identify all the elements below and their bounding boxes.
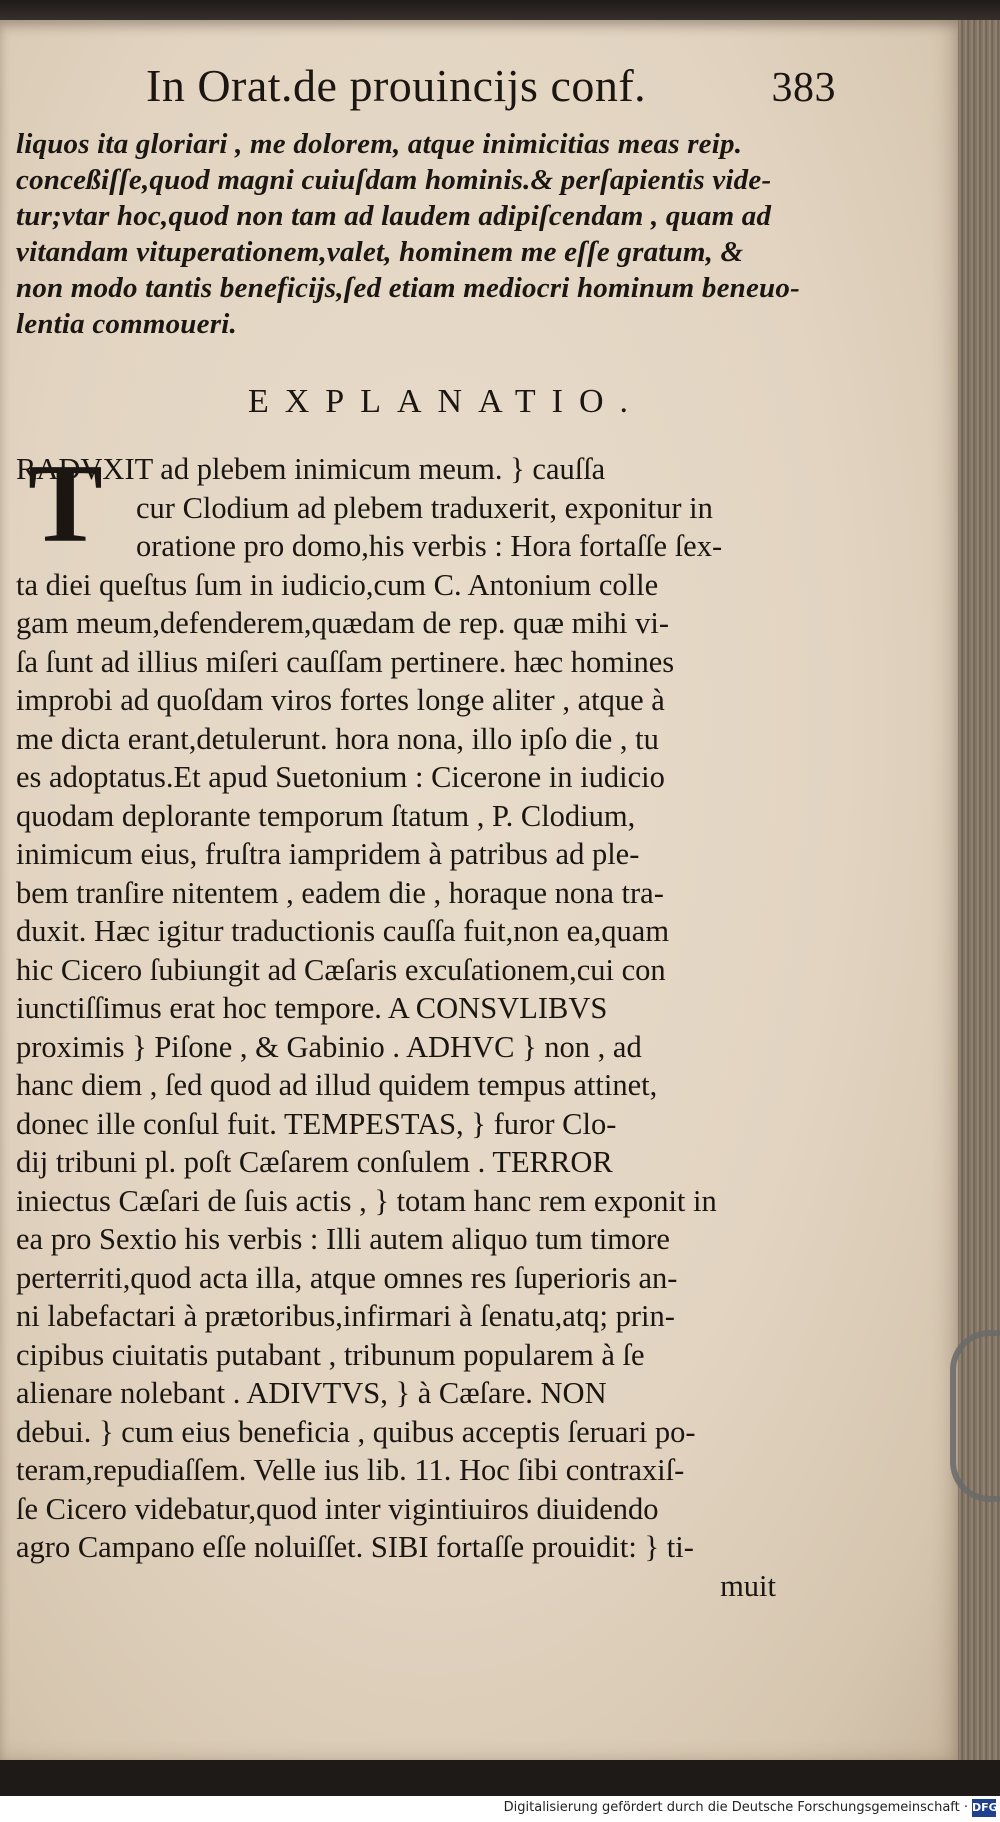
funding-footer: [0, 1796, 1000, 1822]
body-line: proximis } Piſone , & Gabinio . ADHVC } non , ad: [16, 1029, 642, 1064]
body-line: hic Cicero ſubiungit ad Cæſaris excuſationem,cui con: [16, 952, 666, 987]
body-line: RADVXIT ad plebem inimicum meum. } cauſſa: [16, 452, 606, 486]
body-line: dij tribuni pl. poſt Cæſarem conſulem . TERROR: [16, 1145, 613, 1179]
body-line: es adoptatus.Et apud Suetonium : Cicerone in iudicio: [16, 760, 665, 794]
scan-bottom-edge: [0, 1760, 1000, 1796]
body-line: teram,repudiaſſem. Velle ius lib. 11. Hoc ſibi contraxiſ-: [16, 1453, 685, 1487]
page-text: [16, 58, 836, 1605]
body-line: ni labefactari à prætoribus,infirmari à ſenatu,atq; prin-: [16, 1299, 675, 1333]
italic-line: vitandam vituperationem,valet, hominem me eſſe gratum, &: [16, 236, 744, 268]
body-line: iniectus Cæſari de ſuis actis , } totam hanc rem exponit in: [16, 1183, 717, 1218]
running-head: [146, 58, 836, 114]
body-line: oratione pro domo,his verbis : Hora fortaſſe ſex-: [136, 529, 723, 563]
body-line: inimicum eius, fruſtra iampridem à patribus ad ple-: [16, 837, 640, 871]
body-line: duxit. Hæc igitur traductionis cauſſa fuit,non ea,quam: [16, 914, 670, 948]
body-line: ſa ſunt ad illius miſeri cauſſam pertinere. hæc homines: [16, 644, 675, 679]
italic-line: non modo tantis beneficijs,ſed etiam mediocri hominum beneuo-: [16, 272, 800, 304]
body-line: quodam deplorante temporum ſtatum , P. Clodium,: [16, 798, 636, 833]
body-line: donec ille conſul fuit. TEMPESTAS, } furor Clo-: [16, 1106, 617, 1141]
page-number: 383: [771, 65, 836, 111]
body-line: alienare nolebant . ADIVTVS, } à Cæſare. NON: [16, 1376, 607, 1410]
body-line: ta diei queſtus ſum in iudicio,cum C. Antonium colle: [16, 567, 659, 602]
dfg-logo-icon: DFG: [972, 1799, 996, 1817]
body-line: hanc diem , ſed quod ad illud quidem tempus attinet,: [16, 1068, 658, 1102]
body-line: iunctiſſimus erat hoc tempore. A CONSVLIBVS: [16, 991, 608, 1025]
body-line: gam meum,defenderem,quædam de rep. quæ mihi vi-: [16, 606, 670, 640]
italic-line: liquos ita gloriari , me dolorem, atque inimicitias meas reip.: [16, 128, 743, 160]
body-line: ea pro Sextio his verbis : Illi autem aliquo tum timore: [16, 1222, 670, 1256]
dropcap-initial: T: [28, 442, 103, 566]
ribbon-bookmark: [950, 1330, 1000, 1502]
body-line: improbi ad quoſdam viros fortes longe aliter , atque à: [16, 683, 665, 717]
catchword: muit: [720, 1568, 776, 1603]
section-heading: EXPLANATIO.: [247, 383, 645, 420]
body-line: agro Campano eſſe noluiſſet. SIBI fortaſſe prouidit: } ti-: [16, 1530, 694, 1564]
body-line: debui. } cum eius beneficia , quibus acceptis ſeruari po-: [16, 1414, 696, 1449]
body-line: cur Clodium ad plebem traduxerit, exponitur in: [136, 490, 713, 525]
body-line: perterriti,quod acta illa, atque omnes res ſuperioris an-: [16, 1260, 678, 1295]
body-line: me dicta erant,detulerunt. hora nona, illo ipſo die , tu: [16, 721, 659, 756]
body-line: cipibus ciuitatis putabant , tribunum popularem à ſe: [16, 1337, 645, 1372]
running-head-title: In Orat.de prouincijs conf.: [146, 60, 647, 111]
italic-line: lentia commoueri.: [16, 308, 237, 340]
body-line: bem tranſire nitentem , eadem die , horaque nona tra-: [16, 875, 664, 910]
funding-credit: Digitalisierung gefördert durch die Deutsche Forschungsgemeinschaft ·: [503, 1800, 968, 1815]
italic-line: conceßiſſe,quod magni cuiuſdam hominis.& perſapientis vide-: [16, 164, 772, 196]
italic-passage: [16, 126, 816, 342]
explanatio-body: [16, 442, 816, 1605]
italic-line: tur;vtar hoc,quod non tam ad laudem adipiſcendam , quam ad: [16, 200, 772, 232]
body-line: ſe Cicero videbatur,quod inter vigintiuiros diuidendo: [16, 1491, 659, 1526]
